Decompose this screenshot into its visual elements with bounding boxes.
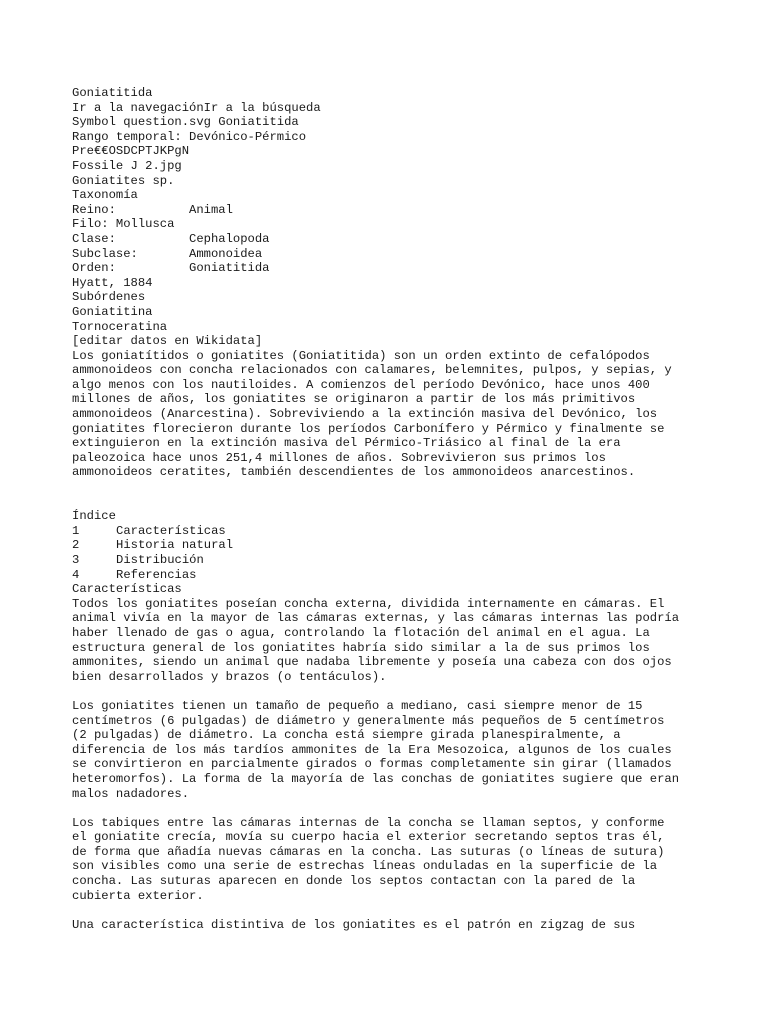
toc-label[interactable]: Referencias [116, 567, 197, 582]
taxobox-heading: Taxonomía [72, 188, 138, 203]
body-line: de forma que añadía nuevas cámaras en la concha. Las suturas (o líneas de sutura) [72, 844, 665, 859]
nav-links[interactable]: Ir a la navegaciónIr a la búsqueda [72, 100, 321, 115]
taxobox-value: Cephalopoda [189, 231, 270, 246]
body-line: Los tabiques entre las cámaras internas de la concha se llaman septos, y conforme [72, 815, 665, 830]
toc-number: 2 [72, 538, 80, 553]
body-line: Una característica distintiva de los goniatites es el patrón en zigzag de sus [72, 917, 636, 932]
suborder-item[interactable]: Goniatitina [72, 304, 153, 319]
body-line: concha. Las suturas aparecen en donde los septos contactan con la pared de la [72, 874, 636, 889]
spacer [72, 480, 712, 509]
toc-label[interactable]: Distribución [116, 553, 204, 567]
toc-label[interactable]: Características [116, 523, 226, 538]
document-page [72, 86, 712, 932]
body-paragraph [72, 918, 712, 933]
intro-line: Los goniatítidos o goniatites (Goniatitida) son un orden extinto de cefalópodos [72, 348, 650, 363]
intro-line: ammonoideos (Anarcestina). Sobreviviendo a la extinción masiva del Devónico, los [72, 407, 658, 422]
body-line: malos nadadores. [72, 786, 190, 801]
body-line: el goniatite crecía, movía su cuerpo hacia el exterior secretando septos tras él, [72, 830, 665, 845]
taxobox-value: Animal [189, 202, 233, 217]
article-title: Goniatitida [72, 86, 153, 100]
body-paragraph [72, 699, 712, 801]
toc-number: 1 [72, 523, 80, 538]
toc-item[interactable] [72, 538, 712, 553]
intro-line: paleozoica hace unos 251,4 millones de años. Sobrevivieron sus primos los [72, 450, 606, 465]
taxobox-key: Orden: [72, 261, 116, 276]
body-line: Todos los goniatites poseían concha externa, dividida internamente en cámaras. El [72, 596, 665, 611]
suborder-item[interactable]: Tornoceratina [72, 319, 168, 334]
taxobox-value: Ammonoidea [189, 246, 263, 261]
taxobox-row [72, 247, 712, 262]
intro-line: ammonoideos con concha relacionados con calamares, belemnites, pulpos, y sepias, y [72, 363, 672, 378]
intro-line: millones de años, los goniatites se originaron a partir de los más primitivos [72, 392, 636, 407]
intro-line: goniatites florecieron durante los períodos Carbonífero y Pérmico y finalmente se [72, 421, 665, 436]
body-line: Los goniatites tienen un tamaño de pequeño a mediano, casi siempre menor de 15 [72, 698, 643, 713]
era-bar: Pre€€OSDCPTJKPgN [72, 144, 190, 159]
toc-label[interactable]: Historia natural [116, 538, 234, 553]
toc-number: 3 [72, 553, 80, 567]
toc-heading: Índice [72, 509, 116, 524]
taxobox-row [72, 203, 712, 218]
body-paragraph [72, 816, 712, 904]
taxobox-key: Subclase: [72, 246, 138, 261]
toc-number: 4 [72, 567, 80, 582]
table-of-contents [72, 524, 712, 582]
body-line: cubierta exterior. [72, 888, 204, 903]
intro-paragraph [72, 349, 712, 480]
body-line: centímetros (6 pulgadas) de diámetro y generalmente más pequeños de 5 centímetros [72, 713, 665, 728]
body-line: (2 pulgadas) de diámetro. La concha está siempre girada planespiralmente, a [72, 728, 621, 743]
body-line: diferencia de los más tardíos ammonites de la Era Mesozoica, algunos de los cuales [72, 742, 672, 757]
image-filename: Fossile J 2.jpg [72, 158, 182, 173]
taxobox-rows [72, 203, 712, 276]
body-line: son visibles como una serie de estrechas líneas onduladas en la superficie de la [72, 859, 658, 874]
symbol-line: Symbol question.svg Goniatitida [72, 115, 299, 130]
body-line: heteromorfos). La forma de la mayoría de las conchas de goniatites sugiere que eran [72, 771, 680, 786]
spacer [72, 684, 712, 699]
section-heading: Características [72, 582, 182, 597]
taxon-authority: Hyatt, 1884 [72, 275, 153, 290]
toc-item[interactable] [72, 553, 712, 568]
intro-line: extinguieron en la extinción masiva del Pérmico-Triásico al final de la era [72, 436, 621, 451]
taxobox-value: Goniatitida [189, 261, 270, 276]
body-line: estructura general de los goniatites habría sido similar a la de sus primos los [72, 640, 650, 655]
toc-item[interactable] [72, 524, 712, 539]
taxobox-key: Reino: [72, 202, 116, 217]
temporal-range: Rango temporal: Devónico-Pérmico [72, 129, 307, 144]
intro-line: algo menos con los nautiloides. A comienzos del período Devónico, hace unos 400 [72, 377, 650, 392]
body-line: bien desarrollados y brazos (o tentáculos). [72, 669, 387, 684]
body-line: se convirtieron en parcialmente girados o formas completamente sin girar (llamados [72, 757, 672, 772]
suborders-heading: Subórdenes [72, 290, 146, 305]
body-line: animal vivía en la mayor de las cámaras externas, y las cámaras internas las podría [72, 611, 680, 626]
image-caption: Goniatites sp. [72, 173, 175, 188]
spacer [72, 801, 712, 816]
intro-line: ammonoideos ceratites, también descendientes de los ammonoideos anarcestinos. [72, 465, 636, 480]
toc-item[interactable] [72, 568, 712, 583]
taxobox-row [72, 261, 712, 276]
taxobox-row [72, 217, 712, 232]
spacer [72, 903, 712, 918]
taxobox-row [72, 232, 712, 247]
body-line: haber llenado de gas o agua, controlando la flotación del animal en el agua. La [72, 625, 650, 640]
body-paragraph [72, 597, 712, 685]
edit-wikidata-link[interactable]: [editar datos en Wikidata] [72, 334, 263, 349]
taxobox-key: Clase: [72, 231, 116, 246]
body-line: ammonites, siendo un animal que nadaba libremente y poseía una cabeza con dos ojos [72, 655, 672, 670]
taxobox-key: Filo: Mollusca [72, 217, 175, 232]
